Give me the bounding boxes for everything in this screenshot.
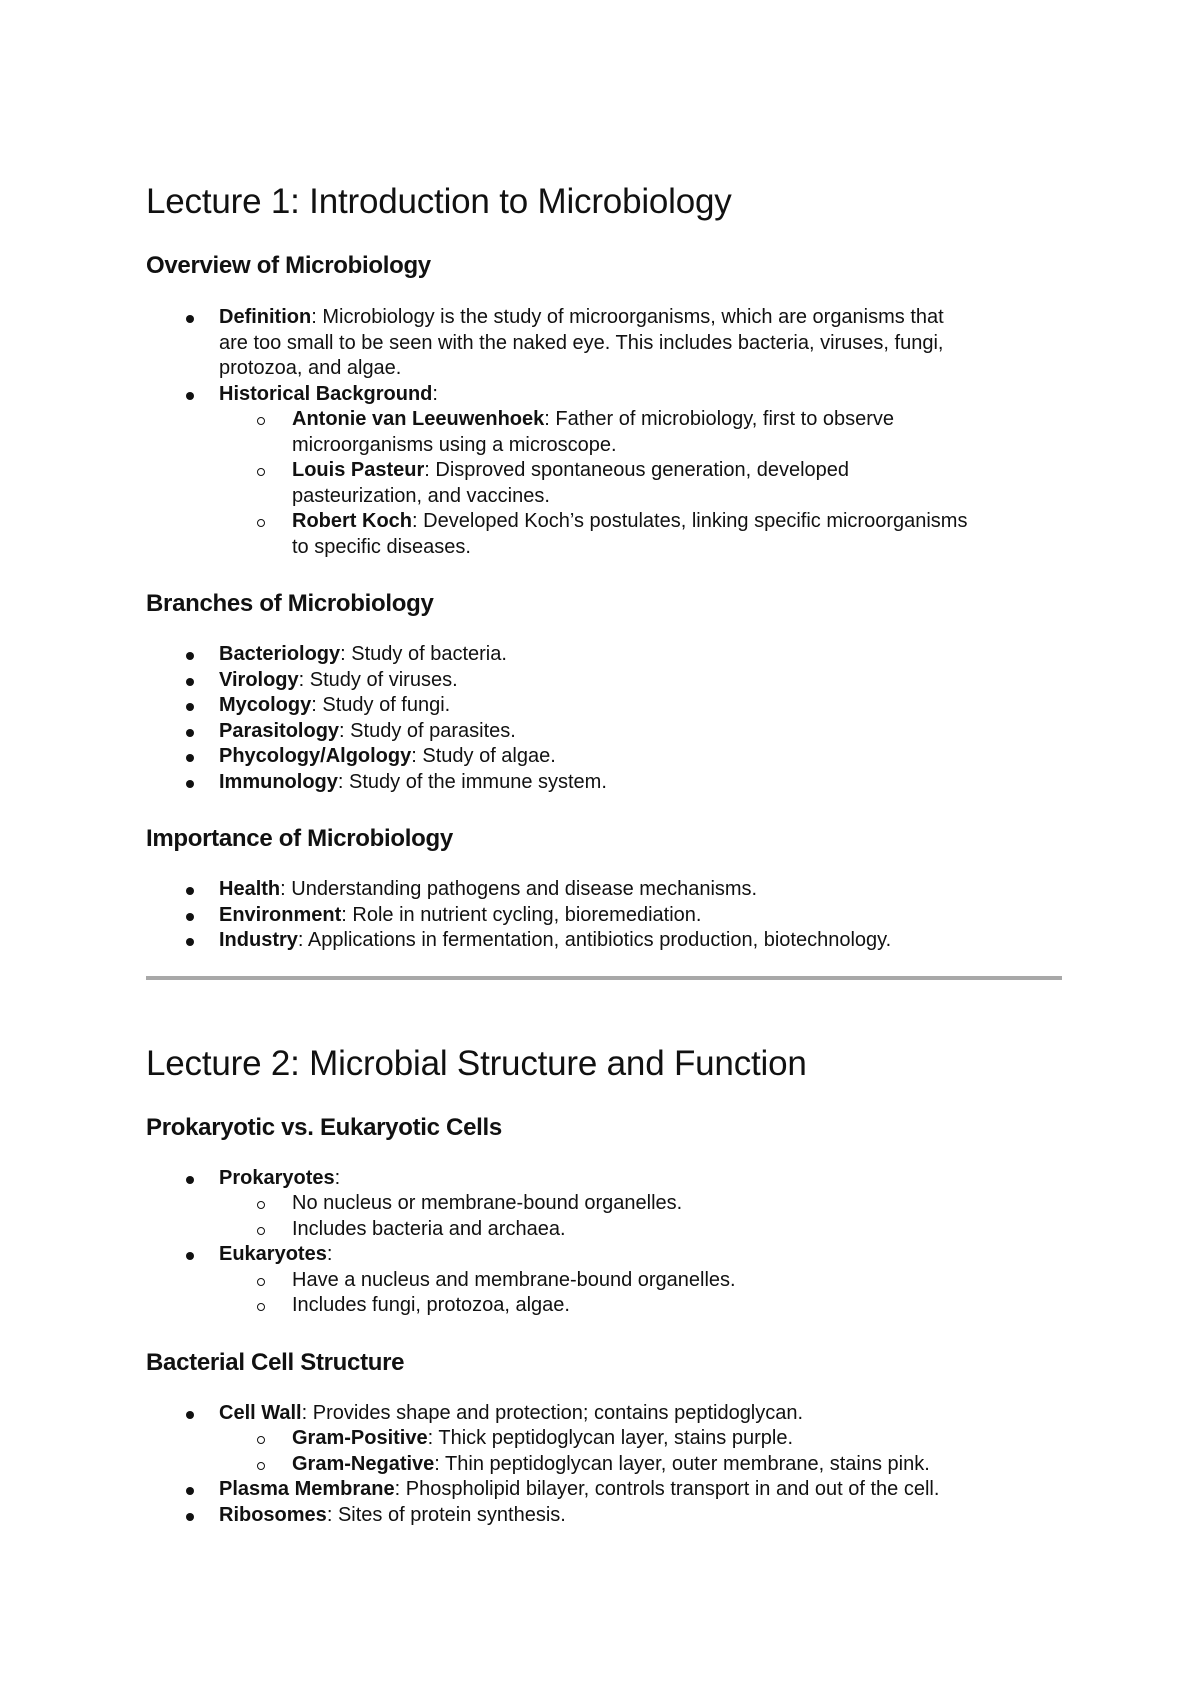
list-item: Virology: Study of viruses. [146, 668, 1066, 694]
list-subitem: Antonie van Leeuwenhoek: Father of microbiology, first to observe microorganisms using a microscope. [146, 407, 1066, 458]
bullet-icon [186, 392, 194, 400]
list-subitem: Louis Pasteur: Disproved spontaneous generation, developed pasteurization, and vaccines. [146, 458, 1066, 509]
list-item: Phycology/Algology: Study of algae. [146, 744, 1066, 770]
bullet-icon [186, 887, 194, 895]
overview-list [146, 305, 1066, 560]
lecture1-title: Lecture 1: Introduction to Microbiology [146, 182, 732, 221]
bullet-icon [186, 938, 194, 946]
list-item: Eukaryotes: [146, 1242, 1066, 1268]
list-subitem: Gram-Positive: Thick peptidoglycan layer, stains purple. [146, 1426, 1066, 1452]
bullet-icon [186, 729, 194, 737]
cells-list [146, 1166, 1066, 1319]
bullet-icon [186, 780, 194, 788]
cells-heading: Prokaryotic vs. Eukaryotic Cells [146, 1113, 502, 1141]
bullet-icon [186, 678, 194, 686]
list-item: Cell Wall: Provides shape and protection; contains peptidoglycan. [146, 1401, 1066, 1427]
list-subitem: No nucleus or membrane-bound organelles. [146, 1191, 1066, 1217]
bacterial-list [146, 1401, 1066, 1529]
importance-list [146, 877, 1066, 954]
list-item: Parasitology: Study of parasites. [146, 719, 1066, 745]
list-subitem: Have a nucleus and membrane-bound organelles. [146, 1268, 1066, 1294]
list-subitem: Robert Koch: Developed Koch’s postulates, linking specific microorganisms to specific diseases. [146, 509, 1066, 560]
branches-heading: Branches of Microbiology [146, 590, 434, 617]
lecture2-title: Lecture 2: Microbial Structure and Function [146, 1043, 807, 1083]
bullet-icon [186, 754, 194, 762]
bullet-icon [186, 703, 194, 711]
list-item: Ribosomes: Sites of protein synthesis. [146, 1503, 1066, 1529]
bullet-icon [186, 913, 194, 921]
circle-bullet-icon [257, 1303, 265, 1311]
section-divider [146, 976, 1062, 980]
document-content [146, 180, 1066, 1528]
list-item: Definition: Microbiology is the study of microorganisms, which are organisms that are too small to be seen with the naked eye. This includes bacteria, viruses, fungi, protozoa, and algae. [146, 305, 1066, 382]
bullet-icon [186, 1513, 194, 1521]
list-item: Mycology: Study of fungi. [146, 693, 1066, 719]
overview-heading: Overview of Microbiology [146, 252, 431, 279]
bullet-icon [186, 1411, 194, 1419]
list-item: Prokaryotes: [146, 1166, 1066, 1192]
circle-bullet-icon [257, 1201, 265, 1209]
circle-bullet-icon [257, 468, 265, 476]
list-item: Bacteriology: Study of bacteria. [146, 642, 1066, 668]
list-item: Industry: Applications in fermentation, antibiotics production, biotechnology. [146, 928, 1066, 954]
circle-bullet-icon [257, 1227, 265, 1235]
circle-bullet-icon [257, 1462, 265, 1470]
list-subitem: Includes bacteria and archaea. [146, 1217, 1066, 1243]
list-subitem: Includes fungi, protozoa, algae. [146, 1293, 1066, 1319]
list-item: Health: Understanding pathogens and disease mechanisms. [146, 877, 1066, 903]
list-subitem: Gram-Negative: Thin peptidoglycan layer, outer membrane, stains pink. [146, 1452, 1066, 1478]
bacterial-heading: Bacterial Cell Structure [146, 1348, 405, 1376]
branches-list [146, 642, 1066, 795]
list-item: Plasma Membrane: Phospholipid bilayer, controls transport in and out of the cell. [146, 1477, 1066, 1503]
list-item: Historical Background: [146, 382, 1066, 408]
list-item: Immunology: Study of the immune system. [146, 770, 1066, 796]
bullet-icon [186, 1176, 194, 1184]
bullet-icon [186, 652, 194, 660]
circle-bullet-icon [257, 519, 265, 527]
bullet-icon [186, 1487, 194, 1495]
circle-bullet-icon [257, 1278, 265, 1286]
bullet-icon [186, 315, 194, 323]
bullet-icon [186, 1252, 194, 1260]
list-item: Environment: Role in nutrient cycling, bioremediation. [146, 903, 1066, 929]
importance-heading: Importance of Microbiology [146, 825, 453, 852]
circle-bullet-icon [257, 417, 265, 425]
circle-bullet-icon [257, 1436, 265, 1444]
